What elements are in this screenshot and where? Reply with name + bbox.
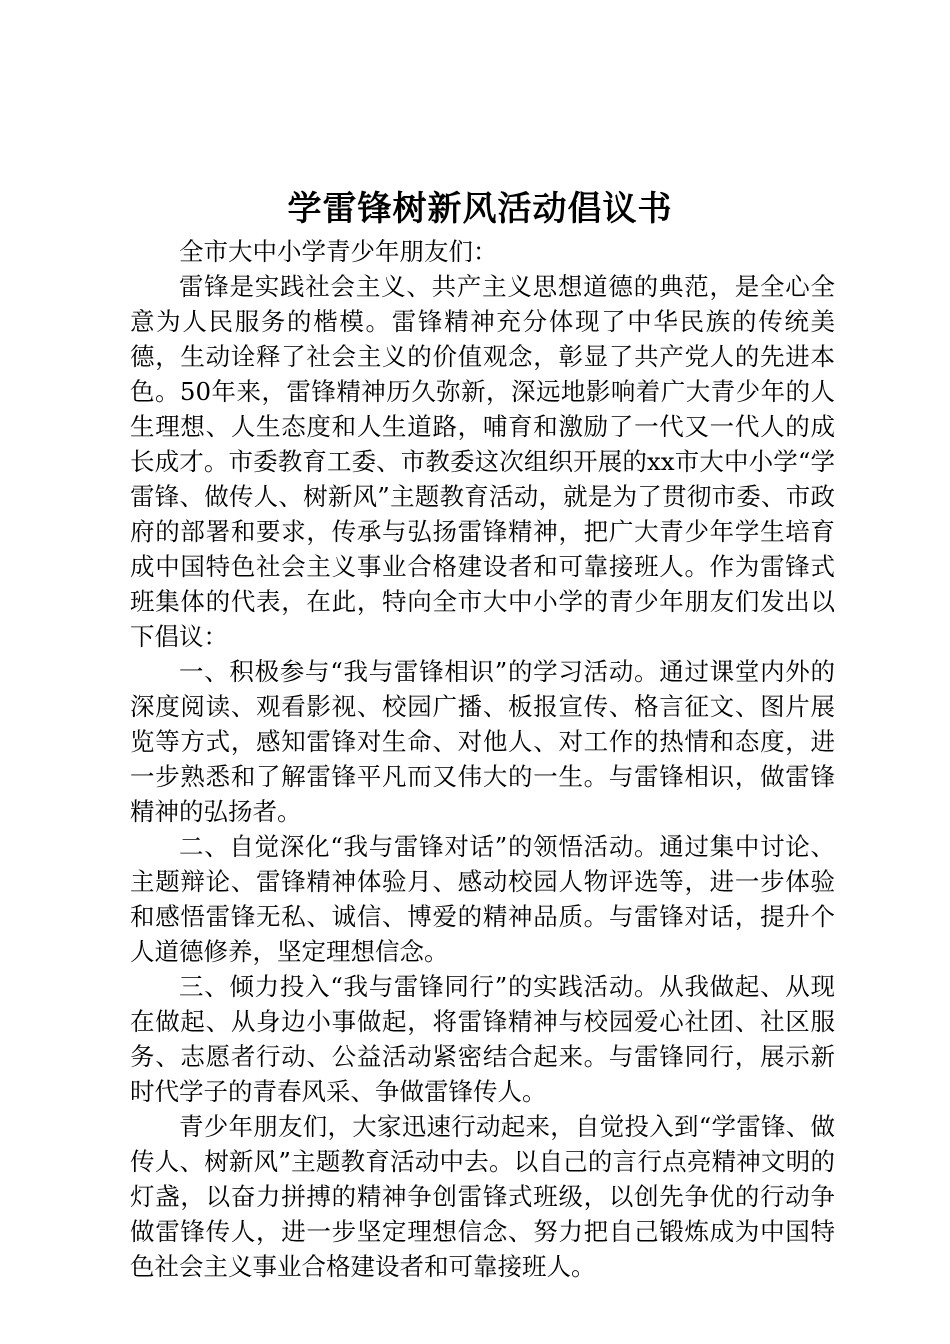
document-body	[130, 234, 835, 1284]
paragraph-proposal-3: 三、倾力投入“我与雷锋同行”的实践活动。从我做起、从现在做起、从身边小事做起，将雷锋精神与校园爱心社团、社区服务、志愿者行动、公益活动紧密结合起来。与雷锋同行，展示新时代学子的青春风采、争做雷锋传人。	[130, 972, 835, 1106]
paragraph-proposal-1: 一、积极参与“我与雷锋相识”的学习活动。通过课堂内外的深度阅读、观看影视、校园广播、板报宣传、格言征文、图片展览等方式，感知雷锋对生命、对他人、对工作的热情和态度，进一步熟悉和了解雷锋平凡而又伟大的一生。与雷锋相识，做雷锋精神的弘扬者。	[130, 657, 835, 826]
document-title: 学雷锋树新风活动倡议书	[287, 189, 673, 229]
paragraph-closing: 青少年朋友们，大家迅速行动起来，自觉投入到“学雷锋、做传人、树新风”主题教育活动中去。以自己的言行点亮精神文明的灯盏，以奋力拼搏的精神争创雷锋式班级，以创先争优的行动争做雷锋传人，进一步坚定理想信念、努力把自己锻炼成为中国特色社会主义事业合格建设者和可靠接班人。	[130, 1112, 835, 1281]
paragraph-intro: 雷锋是实践社会主义、共产主义思想道德的典范，是全心全意为人民服务的楷模。雷锋精神充分体现了中华民族的传统美德，生动诠释了社会主义的价值观念，彰显了共产党人的先进本色。50年来，雷锋精神历久弥新，深远地影响着广大青少年的人生理想、人生态度和人生道路，哺育和激励了一代又一代人的成长成才。市委教育工委、市教委这次组织开展的xx市大中小学“学雷锋、做传人、树新风”主题教育活动，就是为了贯彻市委、市政府的部署和要求，传承与弘扬雷锋精神，把广大青少年学生培育成中国特色社会主义事业合格建设者和可靠接班人。作为雷锋式班集体的代表，在此，特向全市大中小学的青少年朋友们发出以下倡议：	[130, 272, 835, 651]
paragraph-proposal-2: 二、自觉深化“我与雷锋对话”的领悟活动。通过集中讨论、主题辩论、雷锋精神体验月、感动校园人物评选等，进一步体验和感悟雷锋无私、诚信、博爱的精神品质。与雷锋对话，提升个人道德修养，坚定理想信念。	[130, 832, 835, 966]
salutation: 全市大中小学青少年朋友们：	[179, 237, 498, 266]
